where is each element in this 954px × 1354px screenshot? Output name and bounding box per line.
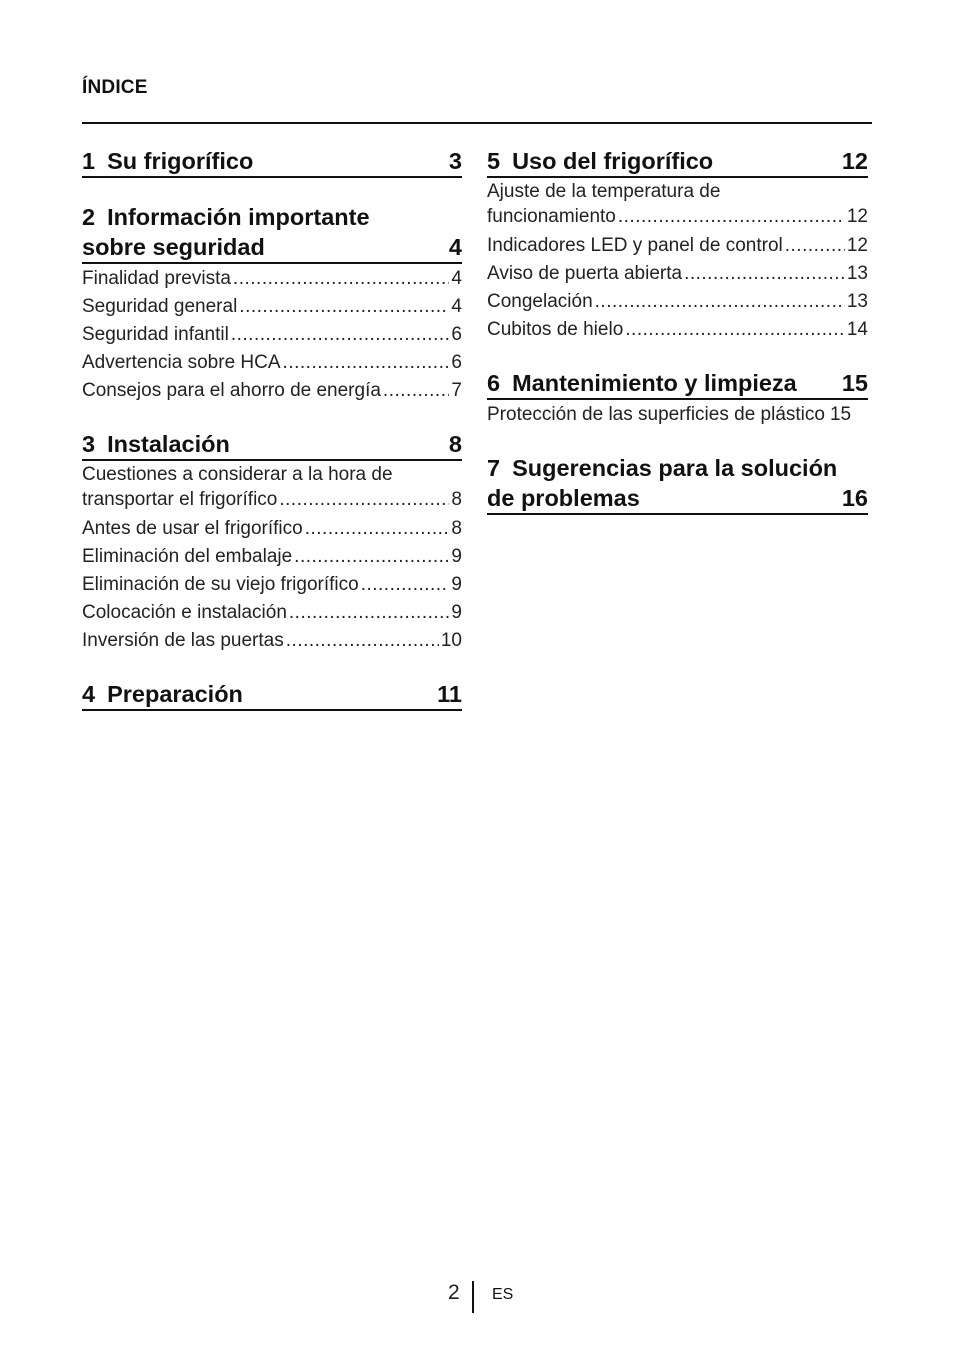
section-number: 4 xyxy=(82,681,96,707)
toc-entry-page: 13 xyxy=(846,291,868,312)
toc-section xyxy=(487,146,868,344)
section-page-number: 15 xyxy=(841,370,868,396)
dot-leader xyxy=(618,204,845,229)
toc-entry-page: 6 xyxy=(451,352,462,373)
toc-entry-page: 6 xyxy=(451,324,462,345)
toc-entry-text: Protección de las superficies de plástico xyxy=(487,404,825,425)
toc-entry[interactable] xyxy=(487,232,868,260)
toc-entry-text: Aviso de puerta abierta xyxy=(487,263,683,284)
dot-leader xyxy=(625,316,845,344)
section-page-number: 3 xyxy=(448,148,462,174)
section-heading[interactable] xyxy=(82,146,462,178)
section-entries xyxy=(82,462,462,655)
toc-entry-page: 8 xyxy=(451,518,462,539)
toc-entry[interactable] xyxy=(487,316,868,344)
toc-entry-page: 4 xyxy=(451,268,462,289)
page-title: ÍNDICE xyxy=(82,77,148,98)
section-entries xyxy=(487,179,868,344)
toc-entry[interactable] xyxy=(82,599,462,627)
toc-entry-page: 15 xyxy=(829,404,852,425)
section-heading[interactable] xyxy=(82,429,462,461)
toc-entry[interactable] xyxy=(82,265,462,293)
section-heading[interactable] xyxy=(82,202,462,264)
dot-leader xyxy=(231,321,450,349)
section-page-number: 12 xyxy=(841,148,868,174)
toc-entry[interactable] xyxy=(82,571,462,599)
section-number: 6 xyxy=(487,370,501,396)
section-page-number: 11 xyxy=(437,681,462,707)
toc-entry[interactable] xyxy=(487,179,868,229)
toc-section xyxy=(82,146,462,178)
section-heading-title: Su frigorífico xyxy=(107,148,254,174)
toc-entry-line2 xyxy=(487,204,868,229)
toc-entry[interactable] xyxy=(82,349,462,377)
dot-leader xyxy=(233,265,450,293)
toc-entry[interactable] xyxy=(82,627,462,655)
section-page-number: 16 xyxy=(841,485,868,511)
toc-right-column xyxy=(487,146,868,515)
toc-entry-text: Consejos para el ahorro de energía xyxy=(82,380,381,401)
toc-entry-text: Indicadores LED y panel de control xyxy=(487,235,783,256)
section-heading[interactable] xyxy=(487,368,868,400)
toc-entry-page: 7 xyxy=(451,380,462,401)
footer-divider xyxy=(472,1281,474,1313)
toc-entry-text: Antes de usar el frigorífico xyxy=(82,518,303,539)
toc-entry[interactable] xyxy=(487,260,868,288)
section-heading-title-line2: sobre seguridad xyxy=(82,234,265,260)
toc-entry-text: Inversión de las puertas xyxy=(82,630,284,651)
toc-section xyxy=(487,453,868,515)
dot-leader xyxy=(286,627,439,655)
toc-entry[interactable] xyxy=(82,321,462,349)
toc-entry-page: 12 xyxy=(846,235,868,256)
toc-entry[interactable] xyxy=(82,543,462,571)
page-number: 2 xyxy=(448,1281,460,1304)
dot-leader xyxy=(684,260,845,288)
toc-entry-page: 13 xyxy=(846,263,868,284)
toc-entry-text: Eliminación del embalaje xyxy=(82,546,293,567)
section-heading-title: Uso del frigorífico xyxy=(512,148,714,174)
toc-entry-page: 9 xyxy=(451,602,462,623)
toc-entry-page: 12 xyxy=(846,206,868,227)
section-heading-title: Mantenimiento y limpieza xyxy=(512,370,797,396)
language-code: ES xyxy=(492,1286,514,1303)
section-heading-title: Preparación xyxy=(107,681,243,707)
toc-entry[interactable] xyxy=(82,377,462,405)
dot-leader xyxy=(595,288,845,316)
toc-entry-text: Cuestiones a considerar a la hora de xyxy=(82,464,393,485)
section-number: 5 xyxy=(487,148,501,174)
section-number: 3 xyxy=(82,431,96,457)
toc-entry[interactable] xyxy=(487,288,868,316)
toc-entry-text: Cubitos de hielo xyxy=(487,319,624,340)
section-number: 1 xyxy=(82,148,96,174)
toc-entry[interactable] xyxy=(82,515,462,543)
toc-left-column xyxy=(82,146,462,711)
section-heading[interactable] xyxy=(82,679,462,711)
section-entries xyxy=(82,265,462,405)
section-heading-title: Sugerencias para la solución xyxy=(512,455,838,481)
toc-entry-page: 9 xyxy=(451,546,462,567)
section-heading-title: Información importante xyxy=(107,204,370,230)
dot-leader xyxy=(279,487,449,512)
section-heading[interactable] xyxy=(487,453,868,515)
dot-leader xyxy=(383,377,450,405)
toc-entry[interactable] xyxy=(82,462,462,512)
toc-section xyxy=(82,429,462,655)
toc-entry[interactable] xyxy=(82,293,462,321)
section-heading-title-line2: de problemas xyxy=(487,485,640,511)
dot-leader xyxy=(289,599,450,627)
section-heading[interactable] xyxy=(487,146,868,178)
toc-entry-text-line2: funcionamiento xyxy=(487,206,616,227)
section-page-number: 4 xyxy=(448,234,462,260)
dot-leader xyxy=(283,349,450,377)
toc-section xyxy=(82,679,462,711)
dot-leader xyxy=(294,543,449,571)
section-page-number: 8 xyxy=(448,431,462,457)
toc-entry-text: Advertencia sobre HCA xyxy=(82,352,281,373)
section-entries xyxy=(487,401,868,429)
toc-section xyxy=(487,368,868,429)
toc-entry-page: 10 xyxy=(440,630,462,651)
dot-leader xyxy=(785,232,845,260)
header-rule xyxy=(82,122,872,124)
toc-entry[interactable] xyxy=(487,401,868,429)
section-heading-title: Instalación xyxy=(107,431,230,457)
toc-entry-page: 9 xyxy=(451,574,462,595)
dot-leader xyxy=(305,515,450,543)
toc-entry-page: 8 xyxy=(451,489,462,510)
toc-entry-text: Colocación e instalación xyxy=(82,602,287,623)
toc-entry-line2 xyxy=(82,487,462,512)
dot-leader xyxy=(239,293,449,321)
section-number: 7 xyxy=(487,455,501,481)
toc-section xyxy=(82,202,462,405)
toc-entry-text: Eliminación de su viejo frigorífico xyxy=(82,574,359,595)
section-number: 2 xyxy=(82,204,96,230)
toc-entry-page: 14 xyxy=(846,319,868,340)
dot-leader xyxy=(361,571,450,599)
toc-entry-page: 4 xyxy=(451,296,462,317)
toc-entry-text: Congelación xyxy=(487,291,593,312)
toc-entry-text: Finalidad prevista xyxy=(82,268,231,289)
toc-entry-text: Seguridad general xyxy=(82,296,238,317)
toc-entry-text-line2: transportar el frigorífico xyxy=(82,489,278,510)
toc-entry-text: Seguridad infantil xyxy=(82,324,229,345)
toc-entry-text: Ajuste de la temperatura de xyxy=(487,181,721,202)
